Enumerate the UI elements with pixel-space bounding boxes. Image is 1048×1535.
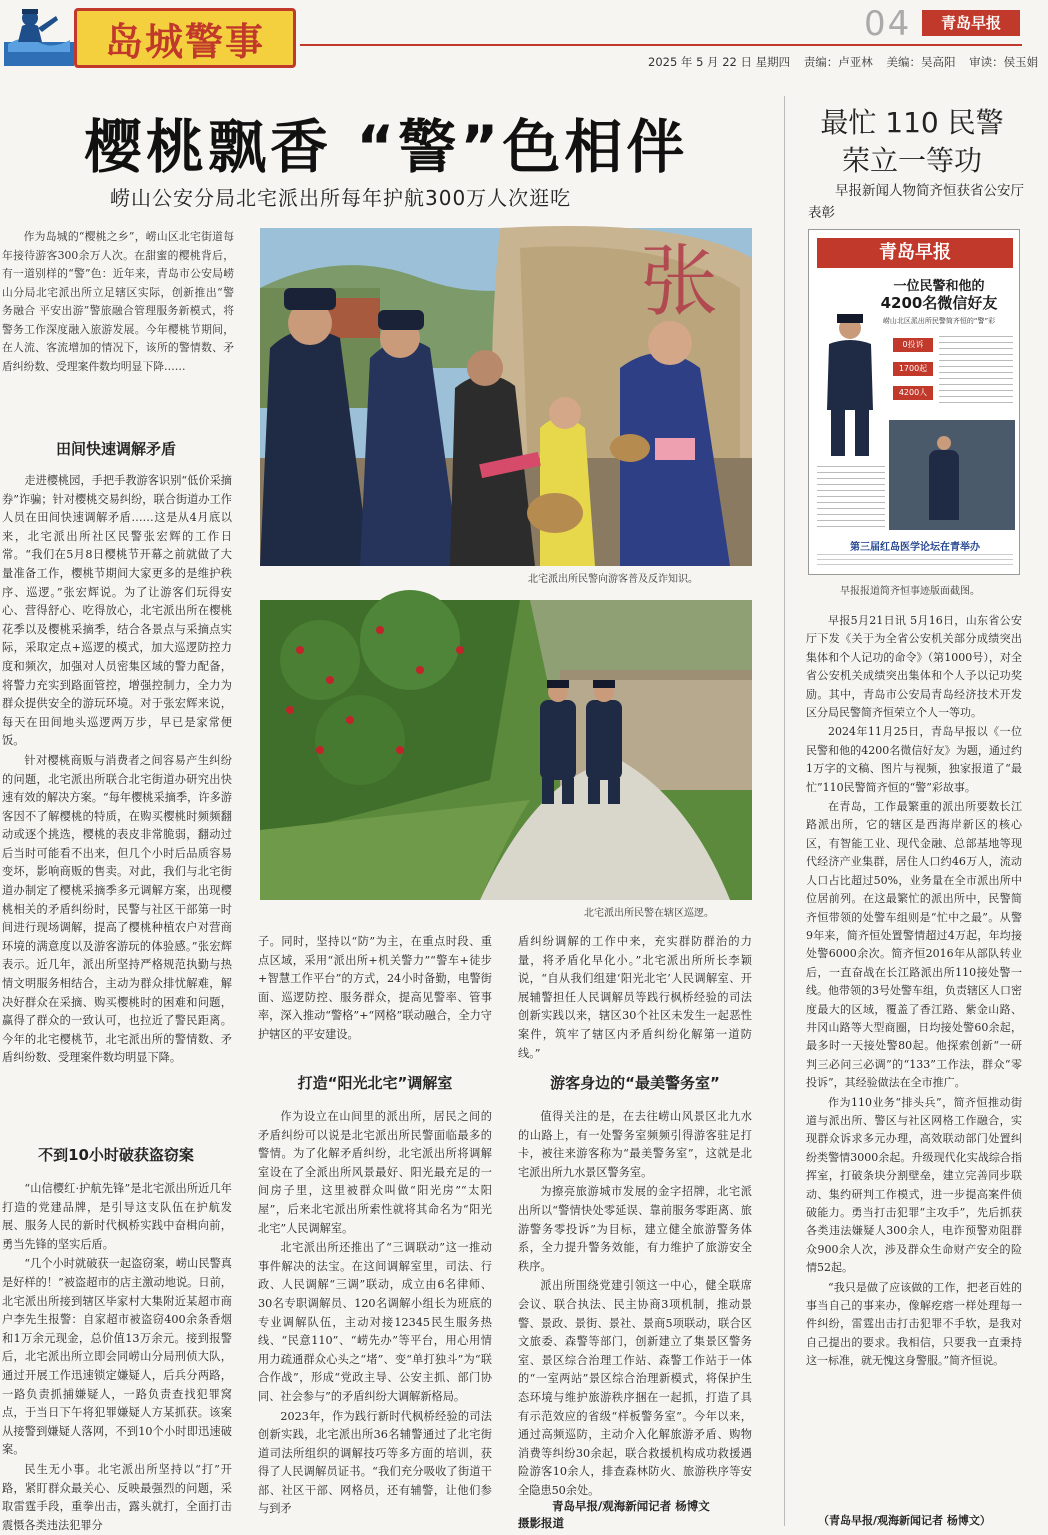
article-column-2 <box>258 933 492 1046</box>
subheading-theft-case: 不到10小时破获盗窃案 <box>38 1146 194 1164</box>
paragraph: 作为110业务“排头兵”，简齐恒推动街道与派出所、警区与社区网格工作融合，实现群众诉求多元办理，高效联动部门处置纠纷类警情3000余起。升级现代化实战综合指挥室，打破条块分割壁垒，建立完善同步联动、集约研判工作模式，进一步提高案件侦破能力。勇当打击犯罪“主攻手”，先后抓获各类违法嫌疑人300余人，电诈预警劝阻群众900余人次，涉及群众生命财产安全的险情52起。 <box>806 1095 1022 1275</box>
article-column-1-cont <box>2 1180 232 1530</box>
designer-credit: 美编：吴高阳 <box>886 55 956 69</box>
stone-inscription: 张 <box>640 237 719 327</box>
paragraph: 2024年11月25日，青岛早报以《一位民警和他的4200名微信好友》为题，通过约1万字的文稿、图片与视频，独家报道了“最忙”110民警简齐恒的“警”彩故事。 <box>806 725 1022 794</box>
paragraph: “几个小时就破获一起盗窃案，崂山民警真是好样的！”被盗超市的店主激动地说。日前，北宅派出所接到辖区毕家村大集附近某超市商户李先生报警：自家超市被盗窃400余条香烟和1万余元现金，总价值13万余元。接到报警后，北宅派出所立即会同崂山分局刑侦大队，通过开展工作迅速锁定嫌疑人，后兵分两路，一路负责抓捕嫌疑人，一路负责查找犯罪窝点，于当日下午将犯罪嫌疑人方某抓获。该案从接警到嫌疑人落网，不到10个小时即迅速破案。 <box>2 1257 232 1457</box>
section-title: 岛城警事 <box>104 19 265 64</box>
article-column-3-cont <box>518 1108 752 1496</box>
article-column-1 <box>2 472 232 1069</box>
editor-credit: 责编：卢亚林 <box>803 55 873 69</box>
photo-patrol <box>260 600 752 900</box>
column-divider <box>784 96 785 1526</box>
subheading-sunshine-mediation: 打造“阳光北宅”调解室 <box>297 1074 453 1092</box>
thumb-stat-2: 1700起 <box>893 362 933 376</box>
reviewer-credit: 审读：侯玉娟 <box>969 55 1039 69</box>
article-byline: 青岛早报/观海新闻记者 杨博文 <box>552 1499 710 1513</box>
sidebar-body <box>806 612 1022 1492</box>
article-headline: 樱桃飘香 “警”色相伴 <box>84 113 689 181</box>
paragraph: 派出所围绕党建引领这一中心，健全联席会议、联合执法、民主协商3项机制，推动景警、景政、景街、景社、景商5项联动，联合区文旅委、森警等部门，创新建立了集景区警务室、景区综合治理工作站、森警工作站于一体的“一室两站”景区综合治理新模式，将保护生态环境与维护旅游秩序捆在一起抓，打造了具有示范效应的省级“样板警务室”。今年以来，通过高频巡防，主动介入化解旅游矛盾、购物消费等纠纷30余起，联合救援机构成功救援遇险游客10余人，排查森林防火、旅游秩序等安全隐患50余处。 <box>518 1279 752 1497</box>
page-number: 04 <box>864 4 912 44</box>
thumb-headline <box>861 278 1017 312</box>
photo-anti-fraud-education <box>260 228 752 566</box>
page-masthead <box>0 0 1039 78</box>
paragraph: 盾纠纷调解的工作中来，充实群防群治的力量，将矛盾化早化小。”北宅派出所所长李颖说，“自从我们组建‘阳光北宅’人民调解室、开展辅警担任人民调解员等践行枫桥经验的司法创新实践以来，辖区30个社区未发生一起恶性案件，筑牢了辖区内矛盾纠纷化解第一道防线。” <box>518 935 752 1060</box>
article-column-2-cont <box>258 1108 492 1531</box>
thumb-subhead: 崂山北区派出所民警简齐恒的“警”彩 <box>882 317 996 325</box>
issue-date: 2025 年 5 月 22 日 星期四 <box>648 55 791 69</box>
thumb-headline-line-2: 4200名微信好友 <box>880 294 998 312</box>
sidebar-byline: （青岛早报/观海新闻记者 杨博文） <box>818 1514 991 1527</box>
subheading-field-mediation: 田间快速调解矛盾 <box>55 440 176 458</box>
photo-patrol-image <box>260 600 752 900</box>
paragraph: 民生无小事。北宅派出所坚持以“打”开路，紧盯群众最关心、反映最强烈的问题，采取雷霆手段，重拳出击，露头就打，全面打击震慑各类违法犯罪分 <box>2 1462 232 1532</box>
paragraph: 早报5月21日讯 5月16日，山东省公安厅下发《关于为全省公安机关部分成绩突出集体和个人记功的命令》（第1000号），对全省公安机关成绩突出集体和个人予以记功奖励。其中，青岛市公安局青岛经济技术开发区分局民警简齐恒荣立个人一等功。 <box>806 614 1022 720</box>
paragraph: “山信樱红·护航先锋”是北宅派出所近几年打造的党建品牌，是引导这支队伍在护航发展、服务人民的新时代枫桥实践中奋楫向前，勇当先锋的坚实后盾。 <box>2 1182 232 1251</box>
sidebar-headline-line-1: 最忙 110 民警 <box>820 106 1004 139</box>
thumb-paper-name: 青岛早报 <box>817 238 1013 268</box>
paragraph: 走进樱桃园，手把手教游客识别“低价采摘券”诈骗；针对樱桃交易纠纷，联合街道办工作人员在田间快速调解矛盾……这是从4月底以来，北宅派出所社区民警张宏辉的工作日常。“我们在5月8日樱桃节开幕之前就做了大量准备工作，樱桃节期间大家更多的是维护秩序、巡逻。”张宏辉说。为了让游客们玩得安心、营得舒心、吃得放心，北宅派出所在樱桃花季以及樱桃采摘季，结合各景点与采摘点实际，采取定点+巡逻的模式，加大巡逻防控力度和频次，加强对人员密集区域的警力配备，将警力充实到路面管控，增强控制力，全力为群众提供安全的游玩环境。对于张宏辉来说，每天在田间地头巡逻两万步，早已是家常便饭。 <box>2 474 232 748</box>
photo-2-caption: 北宅派出所民警在辖区巡逻。 <box>584 908 714 919</box>
section-title-logo <box>74 8 296 68</box>
police-logo-icon <box>4 4 74 68</box>
paragraph: “我只是做了应该做的工作，把老百姓的事当自己的事来办，像解疙瘩一样处理每一件纠纷，雷霆出击打击犯罪不手软，是我对自己提出的要求。我相信，只要我一直秉持这一标准，就无愧这身警服。”简齐恒说。 <box>806 1280 1022 1368</box>
article-subhead: 崂山公安分局北宅派出所每年护航300万人次逛吃 <box>110 186 572 210</box>
thumb-headline-line-1: 一位民警和他的 <box>893 279 985 294</box>
paragraph: 为擦亮旅游城市发展的金字招牌，北宅派出所以“警情快处零延误、靠前服务零距离、旅游警务零投诉”为目标，建立健全旅游警务体系，全力提升警务效能，有力维护了旅游安全秩序。 <box>518 1185 752 1273</box>
dateline <box>648 54 1048 70</box>
thumb-police-figure <box>815 310 885 460</box>
photo-1-caption: 北宅派出所民警向游客普及反诈知识。 <box>528 574 698 585</box>
article-lede: 作为岛城的“樱桃之乡”，崂山区北宅街道每年接待游客300余万人次。在甜蜜的樱桃背后，有一道别样的“警”色：近年来，青岛市公安局崂山分局北宅派出所立足辖区实际，创新推出“警务融合 平安出游”警旅融合管理服务新模式，将警务工作深度融入旅游发展。今年樱桃节期间，在人流、客流增加的情况下，该所的警情数、矛盾纠纷数、受理案件数均明显下降…… <box>2 230 234 373</box>
newspaper-page-thumbnail <box>808 229 1020 575</box>
thumb-stat-1: 0投诉 <box>893 338 933 352</box>
paragraph: 北宅派出所还推出了“三调联动”这一推动事件解决的法宝。在这间调解室里，司法、行政、人民调解“三调”联动，成立由6名律师、30名专职调解员、120名调解小组长为班底的专业调解队伍，主动对接12345民生服务热线、“民意110”、“崂先办”等平台，用心用情用力疏通群众心头之“堵”、变“单打独斗”为“联合作战”，形成“党政主导、公安主抓、部门协同、社会参与”的矛盾纠纷大调解新格局。 <box>258 1241 492 1403</box>
masthead-rule <box>300 44 1022 46</box>
subheading-tourist-police-office: 游客身边的“最美警务室” <box>550 1074 720 1092</box>
paragraph: 作为设立在山间里的派出所，居民之间的矛盾纠纷可以说是北宅派出所民警面临最多的警情。为了化解矛盾纠纷，北宅派出所将调解室设在了全派出所风景最好、阳光最充足的一间房子里，这里被群众叫做“阳光房”“太阳屋”，后来北宅派出所索性就将其命名为“阳光北宅”人民调解室。 <box>258 1110 492 1235</box>
sidebar-deck: 早报新闻人物简齐恒获省公安厅表彰 <box>808 183 1024 221</box>
paragraph: 2023年，作为践行新时代枫桥经验的司法创新实践，北宅派出所36名辅警通过了北宅街道司法所组织的调解技巧等多方面的培训，获得了人民调解员证书。“我们充分吸收了街道干部、社区干部、网格员，还有辅警，让他们参与到矛 <box>258 1409 492 1516</box>
photo-anti-fraud-image <box>260 228 752 566</box>
thumb-photo <box>889 420 1015 530</box>
article-column-3 <box>518 933 752 1064</box>
thumb-text-block <box>939 336 1013 406</box>
sidebar-headline <box>800 104 1024 180</box>
thumbnail-caption: 早报报道简齐恒事迹版面截图。 <box>840 586 980 597</box>
thumb-footer-lines <box>817 554 1013 568</box>
paragraph: 值得关注的是，在去往崂山风景区北九水的山路上，有一处警务室频频引得游客驻足打卡，被往来游客称为“最美警务室”，这就是北宅派出所九水景区警务室。 <box>518 1110 752 1179</box>
thumb-footer-banner: 第三届红岛医学论坛在青举办 <box>850 542 980 553</box>
thumb-stat-3: 4200人 <box>893 386 933 400</box>
article-byline-photo: 摄影报道 <box>518 1516 564 1530</box>
paragraph: 针对樱桃商贩与消费者之间容易产生纠纷的问题，北宅派出所联合北宅街道办研究出快速有效的解决方案。“每年樱桃采摘季，许多游客因不了解樱桃的特质，在购买樱桃时频频翻动或逐个挑选，樱桃的表皮非常脆弱，翻动过后当时可能看不出来，但几个小时后品质容易变坏，影响商贩的售卖。对此，我们与北宅街道办制定了樱桃采摘季多元调解方案，出现樱桃相关的矛盾纠纷时，民警与社区干部第一时间进行现场调解，提高了樱桃种植农户对营商环境的满意度以及游客游玩的体验感。”张宏辉表示。近几年，派出所坚持严格规范执勤与热情文明服务相结合，主动为群众排忧解难，解决好群众在采摘、购买樱桃时的困难和问题，赢得了群众的一致认可，也拉近了警民距离。今年的北宅樱桃节，北宅派出所的警情数、矛盾纠纷数、受理案件数均明显下降。 <box>2 753 232 1065</box>
sidebar-headline-line-2: 荣立一等功 <box>841 144 982 177</box>
newspaper-name: 青岛早报 <box>922 10 1020 36</box>
thumb-text-block-2 <box>817 466 885 530</box>
paragraph: 子。同时，坚持以“防”为主，在重点时段、重点区域，采用“派出所+机关警力”“警车+徒步+智慧工作平台”的方式，24小时备勤，电警街面、巡逻防控、服务群众，提高见警率、管事率，深入推动“警格”+“网格”联动融合，全力守护辖区的平安建设。 <box>258 935 492 1041</box>
paragraph: 在青岛，工作最繁重的派出所要数长江路派出所，它的辖区是西海岸新区的核心区，有智能工业、现代金融、总部基地等现代经济产业集群，居住人口约46万人，流动人口占比超过50%，业务量在全市派出所中位居前列。在这最繁忙的派出所中，民警简齐恒带领的处警车组则是“忙中之最”。从警9年来，简齐恒处置警情超过4万起，年均接处警6000余次。简齐恒2016年从部队转业后，一直奋战在长江路派出所110接处警一线。他带领的3号处警车组，负责辖区人口密度最大的区域，覆盖了香江路、紫金山路、井冈山路等大型商圈，日均接处警60余起，最多时一天接处警80起。他探索创新“一研判三必问三必调”的“133”工作法，群众“零投诉”，其经验做法在全市推广。 <box>806 800 1022 1090</box>
